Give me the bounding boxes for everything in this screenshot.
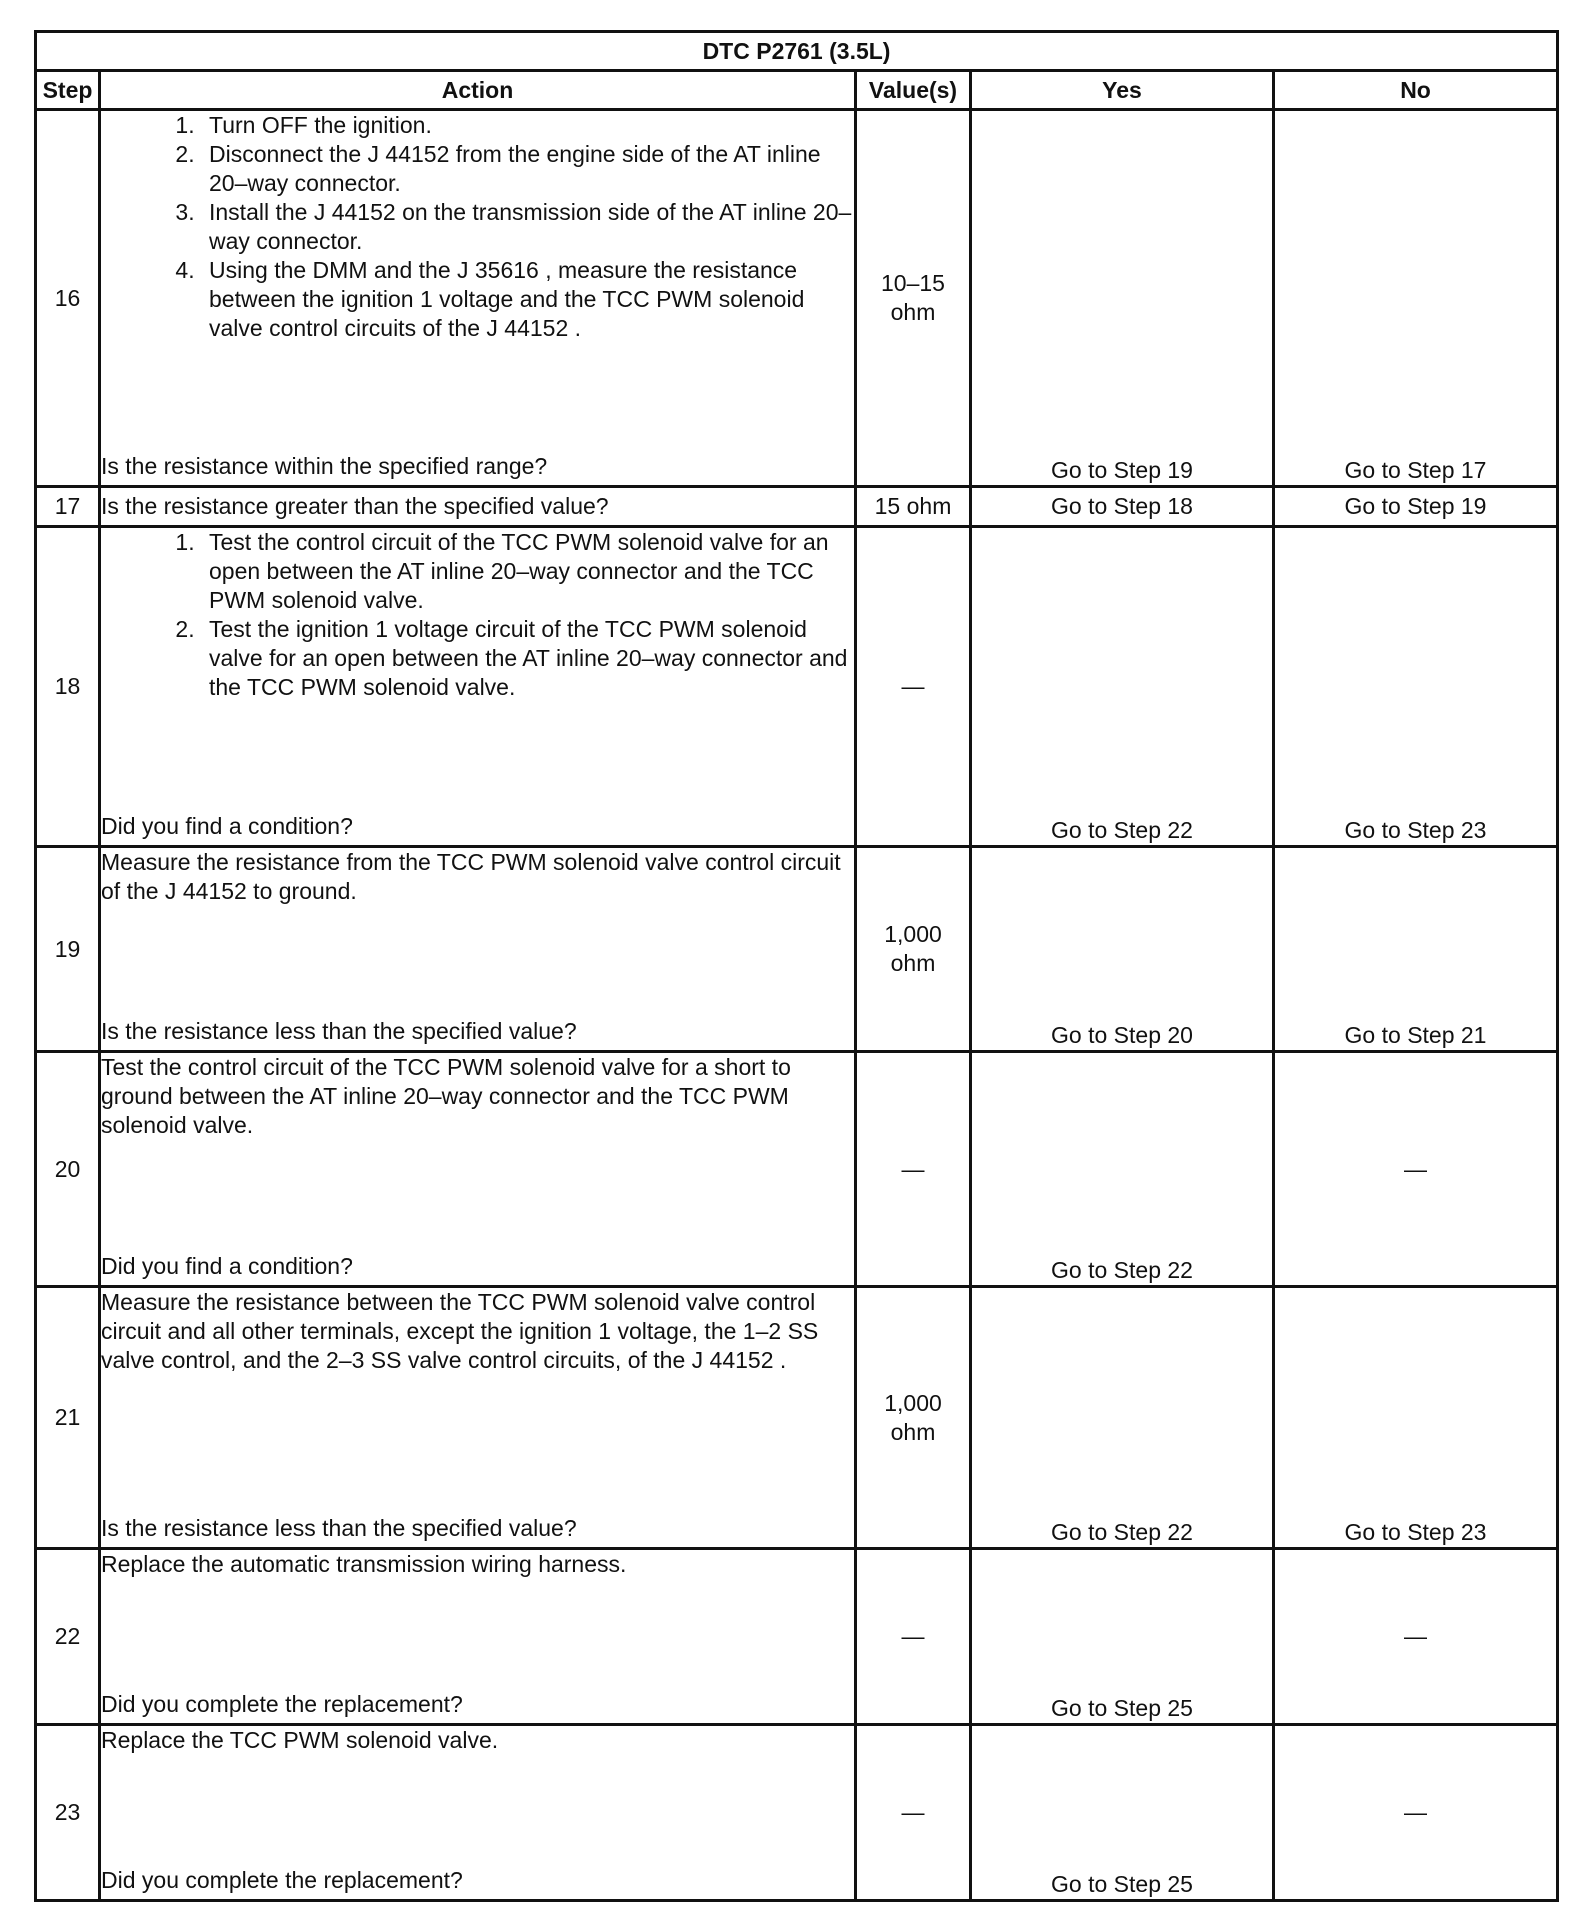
step-number: 18 xyxy=(36,527,100,847)
title-row xyxy=(36,32,1558,71)
yes-cell: Go to Step 20 xyxy=(971,847,1274,1052)
step-number: 17 xyxy=(36,487,100,527)
table-row xyxy=(36,110,1558,487)
step-number: 23 xyxy=(36,1725,100,1901)
header-row xyxy=(36,71,1558,110)
action-cell xyxy=(100,1549,856,1725)
no-cell: Go to Step 21 xyxy=(1274,847,1558,1052)
yes-cell: Go to Step 22 xyxy=(971,1052,1274,1287)
table-row xyxy=(36,487,1558,527)
value-line: ohm xyxy=(890,299,936,325)
table-row xyxy=(36,847,1558,1052)
value-cell xyxy=(856,1287,971,1549)
action-cell xyxy=(100,1287,856,1549)
dtc-table xyxy=(34,30,1559,1902)
action-question: Did you complete the replacement? xyxy=(101,1867,463,1893)
header-yes: Yes xyxy=(971,71,1274,110)
table-row xyxy=(36,527,1558,847)
table-row xyxy=(36,1287,1558,1549)
action-step: 2. Disconnect the J 44152 from the engine side of the AT inline 20–way connector. xyxy=(201,140,854,198)
yes-cell: Go to Step 18 xyxy=(971,487,1274,527)
action-text: Measure the resistance from the TCC PWM solenoid valve control circuit of the J 44152 to ground. xyxy=(101,849,841,904)
yes-cell: Go to Step 22 xyxy=(971,527,1274,847)
step-number: 20 xyxy=(36,1052,100,1287)
value-cell: 15 ohm xyxy=(856,487,971,527)
action-step: 4. Using the DMM and the J 35616 , measure the resistance between the ignition 1 voltage and the TCC PWM solenoid valve control circuits of the J 44152 . xyxy=(201,256,854,343)
header-action: Action xyxy=(100,71,856,110)
value-cell: — xyxy=(856,527,971,847)
action-text: Test the control circuit of the TCC PWM solenoid valve for a short to ground between the AT inline 20–way connector and the TCC PWM solenoid valve. xyxy=(101,1054,791,1138)
step-number: 16 xyxy=(36,110,100,487)
action-step: 1. Test the control circuit of the TCC PWM solenoid valve for an open between the AT inline 20–way connector and the TCC PWM solenoid valve. xyxy=(201,528,854,615)
table-row xyxy=(36,1725,1558,1901)
table-row xyxy=(36,1052,1558,1287)
header-values: Value(s) xyxy=(856,71,971,110)
action-question: Did you complete the replacement? xyxy=(101,1691,463,1717)
action-question: Is the resistance less than the specified value? xyxy=(101,1515,577,1541)
action-steps xyxy=(101,111,854,343)
action-step: 1. Turn OFF the ignition. xyxy=(201,111,854,140)
no-cell: Go to Step 23 xyxy=(1274,1287,1558,1549)
action-question: Is the resistance within the specified range? xyxy=(101,453,548,479)
yes-cell: Go to Step 25 xyxy=(971,1549,1274,1725)
no-cell: Go to Step 19 xyxy=(1274,487,1558,527)
no-cell: — xyxy=(1274,1725,1558,1901)
no-cell: — xyxy=(1274,1052,1558,1287)
action-text: Measure the resistance between the TCC PWM solenoid valve control circuit and all other terminals, except the ignition 1 voltage, the 1–2 SS valve control, and the 2–3 SS valve control circuits, of the J 44152 . xyxy=(101,1289,819,1373)
action-cell xyxy=(100,527,856,847)
action-cell xyxy=(100,1725,856,1901)
yes-cell: Go to Step 19 xyxy=(971,110,1274,487)
value-line: ohm xyxy=(890,1418,936,1445)
value-cell: — xyxy=(856,1549,971,1725)
action-text: Replace the TCC PWM solenoid valve. xyxy=(101,1727,499,1753)
table-title: DTC P2761 (3.5L) xyxy=(36,32,1558,71)
no-cell: — xyxy=(1274,1549,1558,1725)
value-cell xyxy=(856,847,971,1052)
value-line: ohm xyxy=(890,950,936,976)
header-no: No xyxy=(1274,71,1558,110)
no-cell: Go to Step 23 xyxy=(1274,527,1558,847)
yes-cell: Go to Step 25 xyxy=(971,1725,1274,1901)
step-number: 22 xyxy=(36,1549,100,1725)
value-line: 1,000 xyxy=(884,921,942,947)
value-cell xyxy=(856,110,971,487)
step-number: 19 xyxy=(36,847,100,1052)
table-row xyxy=(36,1549,1558,1725)
header-step: Step xyxy=(36,71,100,110)
action-cell xyxy=(100,847,856,1052)
step-number: 21 xyxy=(36,1287,100,1549)
action-question: Is the resistance less than the specified value? xyxy=(101,1018,577,1044)
yes-cell: Go to Step 22 xyxy=(971,1287,1274,1549)
value-cell: — xyxy=(856,1725,971,1901)
action-step: 3. Install the J 44152 on the transmission side of the AT inline 20–way connector. xyxy=(201,198,854,256)
action-cell xyxy=(100,1052,856,1287)
no-cell: Go to Step 17 xyxy=(1274,110,1558,487)
action-text: Replace the automatic transmission wiring harness. xyxy=(101,1551,627,1577)
action-question: Is the resistance greater than the specified value? xyxy=(100,487,856,527)
action-cell xyxy=(100,110,856,487)
action-question: Did you find a condition? xyxy=(101,1253,353,1279)
value-line: 1,000 xyxy=(884,1389,942,1416)
value-line: 10–15 xyxy=(881,270,945,296)
action-steps xyxy=(101,528,854,702)
value-cell: — xyxy=(856,1052,971,1287)
action-step: 2. Test the ignition 1 voltage circuit of the TCC PWM solenoid valve for an open between the AT inline 20–way connector and the TCC PWM solenoid valve. xyxy=(201,615,854,702)
action-question: Did you find a condition? xyxy=(101,813,353,839)
